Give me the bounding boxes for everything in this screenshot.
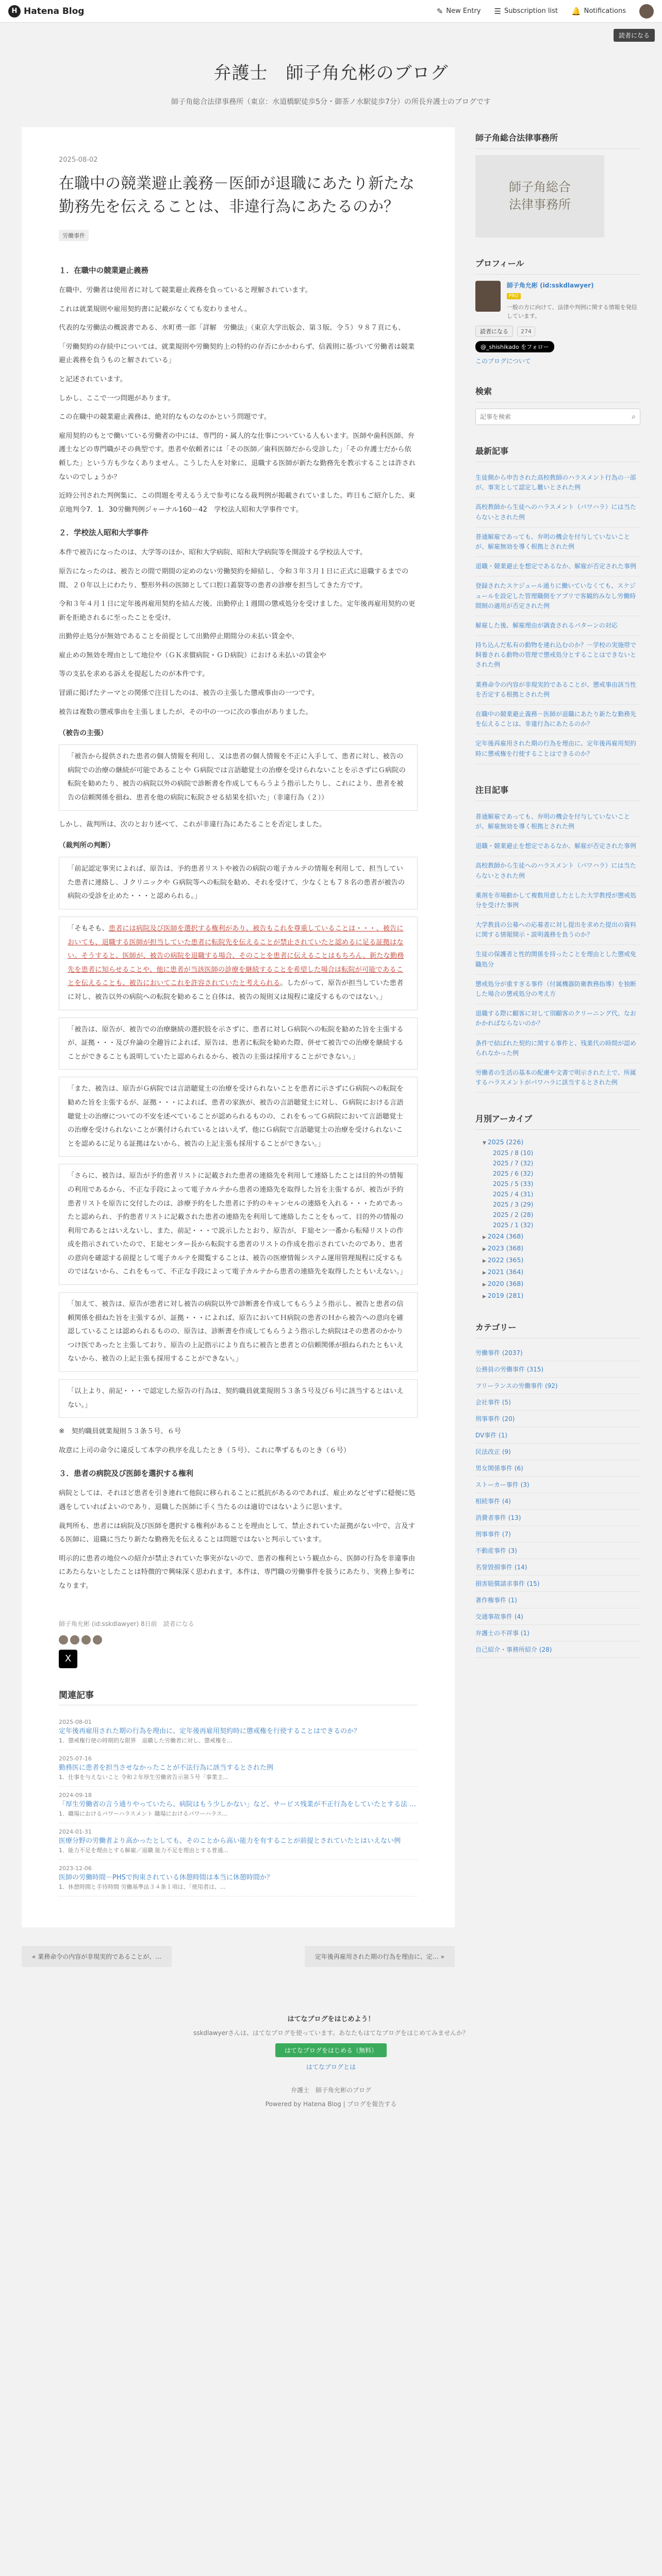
paragraph: しかし、裁判所は、次のとおり述べて、これが非違行為にあたることを否定しました。 (59, 820, 326, 828)
popular-entries-module (475, 784, 640, 1093)
start-blog-button[interactable]: はてなブログをはじめる（無料） (275, 2043, 387, 2057)
recent-entry-link[interactable]: 解雇した後、解雇理由が調査されるパターンの対応 (475, 616, 640, 636)
list-icon: ☰ (494, 6, 501, 16)
popular-entry-link[interactable]: 退職・競業避止を想定であるなか、解雇が否定された事例 (475, 837, 640, 856)
entry-article (22, 127, 455, 1927)
footer-description: sskdlawyerさんは、はてなブログを使っています。あなたもはてなブログをはじめてみませんか？ (193, 2029, 469, 2037)
archive-month[interactable]: 2025 / 7 (32) (493, 1160, 534, 1167)
paragraph: これは就業規則や雇用契約書に記載がなくても変わりません。 (59, 305, 252, 313)
subscription-list-link[interactable] (494, 7, 557, 16)
related-title[interactable]: 「厚生労働省の言う通りやっていたら、病院はもう少しかない」など、サービス残業が不正行為をしていたとする法 … (59, 1800, 417, 1808)
recent-entry-link[interactable]: 定年後再雇用された期の行為を理由に、定年後再雇用契約時に懲戒権を行使することはできるのか？ (475, 734, 640, 764)
archive-year[interactable]: ▶ 2019 (281) (475, 1290, 640, 1301)
share-buttons (59, 1650, 418, 1668)
subheading: （裁判所の判断） (59, 841, 114, 850)
paragraph: しかし、ここで一つ問題があります。 (59, 394, 175, 402)
paragraph: 代表的な労働法の概説書である、水町勇一郎「詳解 労働法」（東京大学出版会、第３版、令５）９８７頁にも、 (59, 324, 405, 332)
quote: 「さらに、被告は、原告が予約患者リストに記載された患者の連絡先を利用して連絡したことは目的外の情報の利用であるから、不正な手段によって電子カルテから患者の連絡先を取得した旨を主張するが、被告が予約患者リストを原告に交付したのは、診療予約をした患者に予約のキャンセルの連絡を入れる・・・ためであったと認められ、予約患者リストに記載された患者の連絡先を利用して連絡したことをもって、目的外の情報の利用であるとはいえないし、また、前記・・・で説示したとおり、原告が、Ｆ総セン一番から転帰リストの作成を指示されていたので、Ｅ総センター長から転院する患者のリストの作成を指示されていたのであり、患者の意向を確認する前提として電子カルテを閲覧することは、被告の医療情報システム運用管理規程に反するものではないから、これをもって、不正な手段によって電子カルテから患者の連絡先を取得したともいえない。」 (59, 1164, 418, 1285)
related-date: 2025-08-01 (59, 1718, 92, 1725)
module-heading: プロフィール (475, 257, 640, 275)
section-heading: ３．患者の病院及び医師を選択する権利 (59, 1470, 193, 1479)
recent-entry-link[interactable]: 登録されたスケジュール通りに働いていなくても、スケジュールを設定した管理職側をアプリで客観的みなし労働時間制の適用が否定された例 (475, 577, 640, 616)
module-heading: 注目記事 (475, 784, 640, 801)
sidebar (475, 127, 640, 1967)
category-link[interactable]: 労働事件 (2037) (475, 1345, 640, 1361)
category-link[interactable]: フリーランスの労働事件 (92) (475, 1378, 640, 1394)
related-title[interactable]: 勤務医に患者を担当させなかったことが不法行為に該当するとされた例 (59, 1764, 274, 1772)
category-link[interactable]: ストーカー事件 (3) (475, 1477, 640, 1493)
module-heading: 最新記事 (475, 445, 640, 462)
entry-date[interactable]: 2025-08-02 (59, 156, 98, 164)
follower-count: 274 (517, 327, 535, 336)
archive-year[interactable]: ▶ 2023 (368) (475, 1242, 640, 1254)
quote: 「また、被告は、原告がＧ病院では言語聴覚士の治療を受けられないことを患者に示さずにＧ病院への転院を勧めた旨を主張するが、証拠・・・によれば、患者の家族が、被告の言語聴覚士に対し、Ｇ病院における言語聴覚士の治療についての不安を述べていることが認められるものの、これをもってＧ病院において言語聴覚士の治療を受けられないことが裏付けられているとはいえず、他にＧ病院で言語聴覚士の治療を受けられないことを認めるに足りる証拠はないから、被告の上記主張も採用することができない。」 (59, 1077, 418, 1157)
recent-entry-link[interactable]: 普通解雇であっても、弁明の機会を付与していないことが、解雇無効を導く根拠とされた例 (475, 528, 640, 557)
quote-text: 。したがって、原告が担当していた患者に対し、被告以外の病院への転院を勧めること自体は、被告の規則又は規程に違反するものではない。」 (68, 979, 404, 1001)
profile-description: 一般の方に向けて、法律や判例に関する情報を発信しています。 (506, 304, 637, 319)
section-heading: ２．学校法人昭和大学事件 (59, 529, 148, 538)
popular-entry-link[interactable]: 薬剤を市場動かして複数用意したとした大学教授が懲戒処分を受けた事例 (475, 886, 640, 916)
section-heading: １．在職中の競業避止義務 (59, 267, 148, 275)
profile-module (475, 257, 640, 365)
archive-month[interactable]: 2025 / 4 (31) (493, 1191, 534, 1198)
quote-text: 「そもそも、 (68, 925, 109, 933)
category-link[interactable]: 弁護士の不祥事 (1) (475, 1625, 640, 1641)
follow-button[interactable]: 読者になる (475, 326, 513, 337)
popular-entry-link[interactable]: 労働者の生活の基本の配慮や文書で明示された上で、所属するハラスメントがパワハラに該当するとされた例 (475, 1063, 640, 1093)
module-heading: 月別アーカイブ (475, 1112, 640, 1130)
entry-body (59, 264, 418, 1594)
search-box (475, 409, 640, 425)
search-icon[interactable]: ⌕ (632, 413, 636, 421)
archive-year[interactable]: ▶ 2020 (368) (475, 1278, 640, 1290)
related-entry[interactable] (59, 1714, 418, 1750)
new-entry-link[interactable] (437, 7, 481, 16)
office-module (475, 131, 640, 238)
office-logo[interactable] (475, 155, 604, 238)
quote: 「以上より、前記・・・で認定した原告の行為は、契約職員就業規則５３条５号及び６号に該当するとはいえない。」 (59, 1379, 418, 1418)
paragraph: 原告になったのは、被告との間で期間の定めのない労働契約を締結し、令和３年３月１日に正式に退職するまでの間、２０年以上にわたり、整形外科の医師として口腔口蓋裂等の患者の診療を担当してきた方です。 (59, 567, 409, 589)
hatena-blog-logo[interactable] (8, 5, 84, 18)
blog-description: 師子角総合法律事務所（東京：水道橋駅徒歩5分・御茶ノ水駅徒歩7分）の所長弁護士のブログです (171, 98, 491, 106)
paragraph: と記述されています。 (59, 375, 127, 383)
prev-entry-link[interactable]: « 業務命令の内容が非現実的であることが、… (22, 1946, 172, 1967)
next-entry-link[interactable]: 定年後再雇用された期の行為を理由に、定… » (305, 1946, 455, 1967)
note: ※ 契約職員就業規則５３条５号、６号 (59, 1428, 181, 1436)
paragraph: 令和３年４月１日に定年後再雇用契約を結んだ後、出勤停止１週間の懲戒処分を受けました。定年後再雇用契約の更新を拒絶されるに至ったことを受け、 (59, 600, 416, 622)
related-excerpt: 1．休憩時間と手待時間 労働基準法３４条１項は、「使用者は、... (59, 1883, 226, 1890)
pager (22, 1946, 455, 1967)
related-excerpt: 1．仕事を与えないこと 令和２年厚生労働省告示第５号「事業主... (59, 1773, 228, 1781)
related-excerpt: 1．能力不足を理由とする解雇／退職 能力不足を理由とする普通... (59, 1846, 228, 1854)
related-entries (59, 1688, 418, 1896)
about-hatena-link[interactable]: はてなブログとは (306, 2063, 356, 2071)
archive-month[interactable]: 2025 / 3 (29) (493, 1201, 534, 1209)
pencil-icon: ✎ (436, 6, 443, 16)
recent-entry-link[interactable]: 退職・競業避止を想定であるなか、解雇が否定された事例 (475, 557, 640, 577)
profile-avatar[interactable] (475, 281, 501, 312)
category-link[interactable]: 相続事件 (4) (475, 1493, 640, 1510)
quote-highlighted (59, 917, 418, 1010)
recent-entry-link[interactable]: 業務命令の内容が非現実的であることが、懲戒事由該当性を否定する根拠とされた例 (475, 675, 640, 705)
related-date: 2024-01-31 (59, 1828, 92, 1835)
x-share-button[interactable]: X (59, 1650, 77, 1668)
recent-entry-link[interactable]: 高校教師から生徒へのハラスメント（パワハラ）には当たらないとされた例 (475, 498, 640, 527)
paragraph: 雇止めの無効を理由として地位や（ＧＫ求償病院・ＧＤ病院）における未払いの賃金や (59, 651, 326, 659)
hatena-logo-icon: H (8, 5, 21, 18)
star-icon (70, 1635, 79, 1645)
category-link[interactable]: 交通事故事件 (4) (475, 1608, 640, 1625)
paragraph: 被告は複数の懲戒事由を主張しましたが、その中の一つに次の事由がありました。 (59, 708, 312, 716)
star-icon (81, 1635, 91, 1645)
related-excerpt: 1．懲戒権行使の時期的な限界 退職した労働者に対し、懲戒権を... (59, 1737, 233, 1744)
related-excerpt: 1．職場におけるパワーハラスメント 職場におけるパワーハラス... (59, 1810, 228, 1817)
category-link[interactable]: 不動産事件 (3) (475, 1543, 640, 1559)
category-link[interactable]: 公務員の労働事件 (315) (475, 1361, 640, 1378)
archive-month[interactable]: 2025 / 2 (28) (493, 1211, 534, 1219)
quote: 「前記認定事実によれば、原告は、予約患者リストや被告の病院の電子カルテの情報を利用して、担当していた患者に連絡し、Ｊクリニックや Ｇ病院等への転院を勧め、それを受けて、少なくとも７８名の患者が被告の病院の受診を止めた・・・と認められる。」 (59, 857, 418, 909)
archive-month[interactable]: 2025 / 6 (32) (493, 1170, 534, 1178)
paragraph: 病院としては、それほど患者を引き連れて他院に移られることに抵抗があるのであれば、雇止めなどせずに穏便に処遇をしていればよいのであり、退職した医師に手く当たるのは適切ではないように思います。 (59, 1489, 416, 1511)
recent-entry-link[interactable]: 在職中の競業避止義務－医師が退職にあたり新たな勤務先を伝えることは、非違行為にあたるのか？ (475, 705, 640, 734)
paragraph: 等の支払を求める訴えを提起したのが本件です。 (59, 670, 209, 679)
related-entry[interactable] (59, 1860, 418, 1896)
popular-entry-link[interactable]: 高校教師から生徒へのハラスメント（パワハラ）には当たらないとされた例 (475, 856, 640, 886)
archive-module (475, 1112, 640, 1301)
x-follow-button[interactable]: @_shishikado をフォロー (475, 341, 554, 352)
archive-month[interactable]: 2025 / 1 (32) (493, 1222, 534, 1229)
related-entry[interactable] (59, 1823, 418, 1860)
category-link[interactable]: 自己紹介・事務所紹介 (28) (475, 1641, 640, 1658)
category-link[interactable]: 刑事事件 (20) (475, 1411, 640, 1427)
paragraph: 明示的に患者の地位への紹介が禁止されていた事実がないので、患者の権利という観点から、医師の行為を非違事由にあたらないとしたことは特徴的で興味深く思われます。本件は、専門職の労働事件を扱うにあたり、実務上参考になります。 (59, 1554, 416, 1590)
archive-year[interactable]: ▶ 2022 (365) (475, 1254, 640, 1266)
paragraph: 「労働契約の存続中については、就業規則や労働契約上の特約の存否にかかわらず、信義則に基づいて労働者は競業避止義務を負うものと解されている」 (59, 343, 415, 365)
paragraph: 在職中、労働者は使用者に対して競業避止義務を負っていると理解されています。 (59, 286, 312, 294)
category-link[interactable]: 損害賠償請求事件 (15) (475, 1575, 640, 1592)
category-module (475, 1321, 640, 1658)
popular-entry-link[interactable]: 大学教員の公募への応募者に対し提出を求めた提出の資料に関する情報開示・説明義務を負うのか？ (475, 916, 640, 945)
quote-highlight: そうすると、医師が、被告の病院を退職する場合、そのことを患者に伝えることはもちろん、新たな勤務先を患者に知らせることや、他に患者が当該医師の診療を継続することを希望した場合は転院が可能であることを伝えることも、被告においてこれを許容されていたと考えられる (68, 952, 404, 988)
paragraph: 近時公刊された判例集に、この問題を考えるうえで参考になる裁判例が掲載されていました。昨日もご紹介した、東京地判令7．1．30労働判例ジャーナル160－42 学校法人昭和大学事件です。 (59, 492, 416, 514)
footer-blog-name[interactable]: 弁護士 師子角允彬のブログ (290, 2086, 371, 2094)
pro-badge: PRO (507, 293, 521, 299)
popular-entry-link[interactable]: 懲戒処分が重すぎる事件（付属機器防衛教務指導）を独断した場合の懲戒処分の考え方 (475, 975, 640, 1004)
related-entry[interactable] (59, 1787, 418, 1823)
related-title[interactable]: 医師の労働時間－PHSで拘束されている休憩時間は本当に休憩時間か？ (59, 1873, 273, 1882)
entry-title[interactable]: 在職中の競業避止義務－医師が退職にあたり新たな勤務先を伝えることは、非違行為にあたるのか？ (59, 175, 415, 216)
related-title[interactable]: 定年後再雇用された期の行為を理由に、定年後再雇用契約時に懲戒権を行使することはできるのか？ (59, 1727, 361, 1735)
star-icon (59, 1635, 68, 1645)
module-heading: 検索 (475, 385, 640, 402)
archive-year[interactable]: ▼ 2025 (226) (475, 1136, 640, 1148)
office-logo-text: 師子角総合 法律事務所 (509, 180, 571, 212)
main-column (22, 127, 455, 1967)
module-heading: 師子角総合法律事務所 (475, 131, 640, 149)
archive-month[interactable]: 2025 / 5 (33) (493, 1180, 534, 1188)
footer (0, 2013, 662, 2108)
subheading: （被告の主張） (59, 729, 108, 738)
recent-entry-link[interactable]: 持ち込んだ私有の動物を連れ込むのか？－学校の実施帯で飼養される動物の管理で懲戒処分とすることはできないとされた例 (475, 636, 640, 675)
notifications-label: Notifications (584, 7, 626, 15)
search-input[interactable] (480, 413, 632, 420)
category-link[interactable]: 消費者事件 (13) (475, 1510, 640, 1526)
paragraph: この在職中の競業避止義務は、絶対的なものなのかという問題です。 (59, 413, 271, 421)
archive-year[interactable]: ▶ 2024 (368) (475, 1230, 640, 1242)
star-row[interactable] (59, 1635, 418, 1645)
footer-heading: はてなブログをはじめよう！ (287, 2015, 375, 2023)
bell-icon: 🔔 (571, 6, 581, 16)
popular-entry-link[interactable]: 生徒の保護者と性的関係を持ったことを理由とした懲戒免職処分 (475, 945, 640, 974)
category-link[interactable]: 会社事件 (5) (475, 1394, 640, 1411)
category-link[interactable]: 民法改正 (9) (475, 1444, 640, 1460)
blog-title-area (0, 23, 662, 127)
popular-entry-link[interactable]: 条件で結ばれた契約に関する事件と、残業代の時間が認められなかった例 (475, 1034, 640, 1063)
paragraph: 出勤停止処分が無効であることを前提として出勤停止期間分の未払い賃金や、 (59, 633, 299, 641)
author-line[interactable]: 師子角允彬 (id:sskdlawyer) 8日前 読者になる (59, 1620, 194, 1628)
star-icon (93, 1635, 102, 1645)
category-link[interactable]: DV事件 (1) (475, 1427, 640, 1444)
quote: 「被告は、原告が、被告での治療継続の選択肢を示さずに、患者に対しＧ病院への転院を勧めた旨を主張するが、証拠・・・及び弁論の全趣旨によれば、原告は、患者に転院を勧めた際、併せて被告での治療を継続することができることも説明していたと認められるから、被告の主張は採用することができない。」 (59, 1018, 418, 1070)
brand-label: Hatena Blog (24, 6, 85, 16)
related-date: 2025-07-16 (59, 1755, 92, 1762)
related-date: 2024-09-18 (59, 1791, 92, 1799)
global-header (0, 0, 662, 23)
about-blog-link[interactable]: このブログについて (475, 358, 531, 365)
profile-name[interactable]: 師子角允彬 (id:sskdlawyer) (506, 282, 594, 289)
recent-entry-link[interactable]: 生徒側から申告された高校教師のハラスメント行為の一部が、事実として認定し難いとされた例 (475, 468, 640, 498)
paragraph: 裁判所も、患者には病院及び医師を選択する権利があることを理由として、禁止されていた証拠がない中で、言及する医師に、退職に当たり新たな勤務先を伝えることは問題ではないと判示しています。 (59, 1522, 415, 1544)
related-entry[interactable] (59, 1750, 418, 1787)
related-date: 2023-12-06 (59, 1865, 92, 1872)
entry-category-tag[interactable]: 労働事件 (59, 230, 89, 241)
category-link[interactable]: 名誉毀損事件 (14) (475, 1559, 640, 1575)
subscribe-reader-button[interactable]: 読者になる (614, 29, 655, 42)
archive-month[interactable]: 2025 / 8 (10) (493, 1149, 534, 1157)
powered-by[interactable]: Powered by Hatena Blog | ブログを報告する (265, 2100, 397, 2108)
recent-entries-module (475, 445, 640, 764)
category-link[interactable]: 刑事事件 (7) (475, 1526, 640, 1543)
paragraph: 冒頭に掲げたテーマとの関係で注目したのは、被告の主張した懲戒事由の一つです。 (59, 689, 319, 698)
category-link[interactable]: 著作権事件 (1) (475, 1592, 640, 1608)
popular-entry-link[interactable]: 退職する際に顧客に対して別顧客のクリーニング代、なおかかればならないのか？ (475, 1004, 640, 1033)
paragraph: 本件で被告になったのは、大学等のほか、昭和大学病院、昭和大学病院等を開設する学校法人です。 (59, 549, 367, 557)
quote-highlight: 患者には病院及び医師を選択する権利があり、被告もこれを尊重していることは・・・、被告においても、退職する医師が担当していた患者に転院先を伝えることが禁止されていたと認めるに足る証拠はない。 (68, 925, 404, 960)
blog-title[interactable]: 弁護士 師子角允彬のブログ (213, 63, 449, 83)
quote: 「加えて、被告は、原告が患者に対し被告の病院以外で診断書を作成してもらうよう指示し、被告と患者の信頼関係を損ねた旨を主張するが、証拠・・・によれば、原告においてＨ病院の患者のＨから被告への意向を確認していることは認められるものの、原告は、診断書を作成してもらうよう指示した病院はその患者のかかりつけ医であったと主張しており、原告の上記指示により直ちに被告と患者との信頼関係が損ねられたともいえないから、被告の上記主張も採用することができない。」 (59, 1292, 418, 1372)
related-heading: 関連記事 (59, 1688, 418, 1705)
subscription-label: Subscription list (504, 7, 558, 15)
related-title[interactable]: 医療分野の労働者より高かったとしても、そのことから高い能力を有することが前提とされていたとはいえない例 (59, 1837, 401, 1845)
category-link[interactable]: 男女関係事件 (6) (475, 1460, 640, 1477)
paragraph: 雇用契約のもとで働いている労働者の中には、専門的・属人的な仕事についている人もいます。医師や歯科医師、弁護士などの専門職がその典型です。患者や依頼者には「その医師／歯科医師だから受診した」「その弁護士だから依頼した」という方も少なくありません。こうした人を対象に、退職する医師が新たな勤務先を教示することは許されないのでしょうか？ (59, 432, 416, 481)
note: 故意に上司の命令に違反して本学の秩序を乱したとき（５号）、これに準ずるものとき（６号） (59, 1446, 351, 1454)
popular-entry-link[interactable]: 普通解雇であっても、弁明の機会を付与していないことが、解雇無効を導く根拠とされた例 (475, 807, 640, 837)
module-heading: カテゴリー (475, 1321, 640, 1338)
archive-year[interactable]: ▶ 2021 (364) (475, 1266, 640, 1278)
notifications-link[interactable] (571, 7, 626, 16)
quote: 「被告から提供された患者の個人情報を利用し、又は患者の個人情報を不正に入手して、患者に対し、被告の病院での治療の継続が可能であることや Ｇ病院では言語聴覚士の治療を受けられないことを示さずにＧ病院の転院を勧めたり、被告の病院以外の病院で診断書を作成してもらうよう指示したりし、これにより、患者を被告の信頼関係を損ね、患者を他の病院に転院させる結果を招いた」（非違行為（２）） (59, 744, 418, 810)
new-entry-label: New Entry (446, 7, 481, 15)
user-avatar[interactable] (639, 4, 654, 19)
search-module (475, 385, 640, 425)
